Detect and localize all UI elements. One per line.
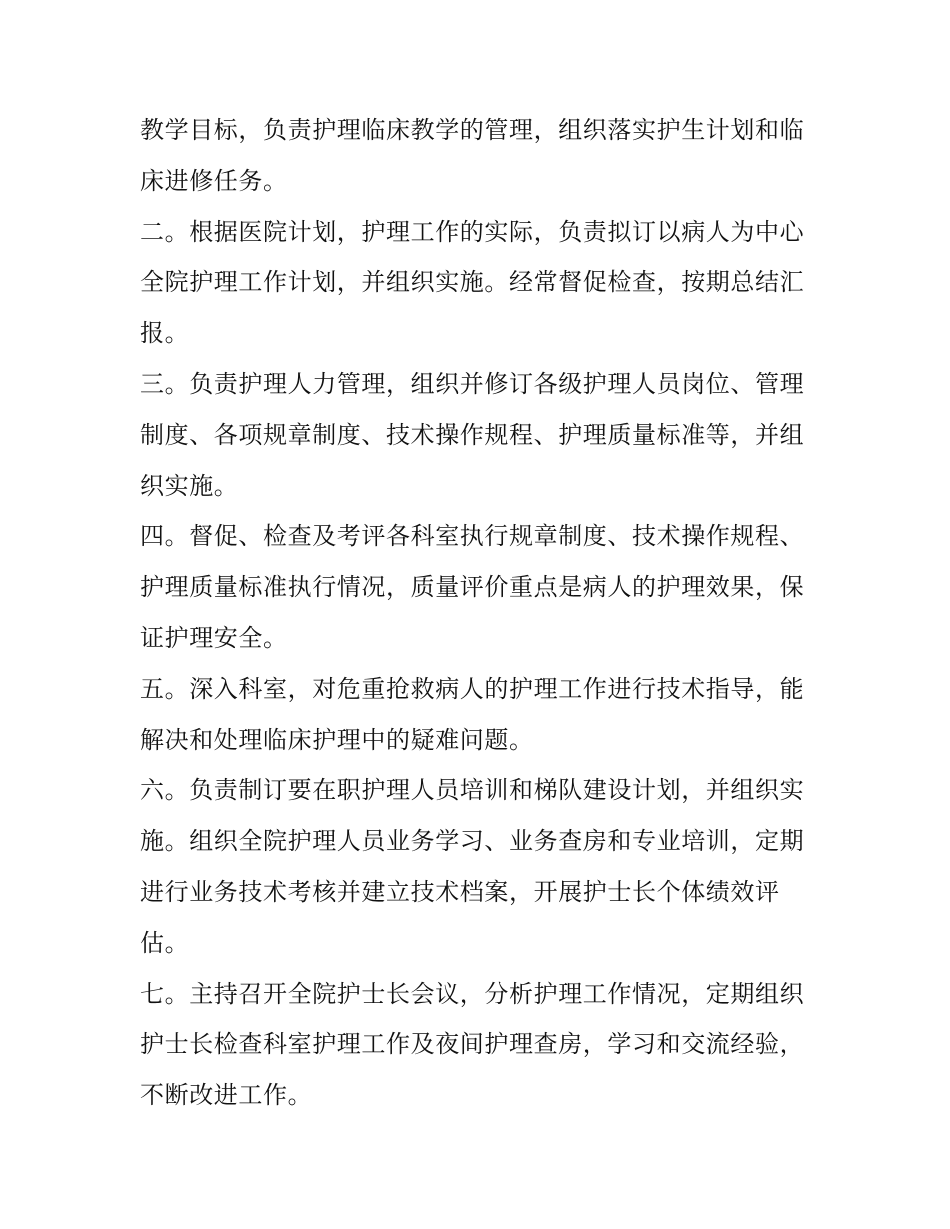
text-line: 护理质量标准执行情况，质量评价重点是病人的护理效果，保 <box>140 573 805 602</box>
text-line: 三。负责护理人力管理，组织并修订各级护理人员岗位、管理 <box>140 369 805 398</box>
text-line: 解决和处理临床护理中的疑难问题。 <box>140 725 534 754</box>
text-line: 护士长检查科室护理工作及夜间护理查房，学习和交流经验， <box>140 1030 805 1059</box>
text-line: 教学目标，负责护理临床教学的管理，组织落实护生计划和临 <box>140 116 805 144</box>
text-line: 二。根据医院计划，护理工作的实际，负责拟订以病人为中心 <box>140 217 805 246</box>
text-line: 证护理安全。 <box>140 623 288 652</box>
text-line: 进行业务技术考核并建立技术档案，开展护士长个体绩效评 <box>140 877 780 906</box>
text-line: 不断改进工作。 <box>140 1081 313 1110</box>
text-line: 床进修任务。 <box>140 166 288 195</box>
text-line: 制度、各项规章制度、技术操作规程、护理质量标准等，并组 <box>140 420 805 449</box>
text-line: 全院护理工作计划，并组织实施。经常督促检查，按期总结汇 <box>140 268 805 297</box>
text-line: 估。 <box>140 928 190 957</box>
text-line: 七。主持召开全院护士长会议，分析护理工作情况，定期组织 <box>140 979 805 1008</box>
text-line: 四。督促、检查及考评各科室执行规章制度、技术操作规程、 <box>140 522 805 551</box>
text-line: 五。深入科室，对危重抢救病人的护理工作进行技术指导，能 <box>140 674 805 703</box>
text-line: 报。 <box>140 319 190 348</box>
text-line: 六。负责制订要在职护理人员培训和梯队建设计划，并组织实 <box>140 776 805 805</box>
text-line: 施。组织全院护理人员业务学习、业务查房和专业培训，定期 <box>140 827 805 856</box>
text-line: 织实施。 <box>140 471 239 500</box>
document-body <box>140 105 820 1121</box>
